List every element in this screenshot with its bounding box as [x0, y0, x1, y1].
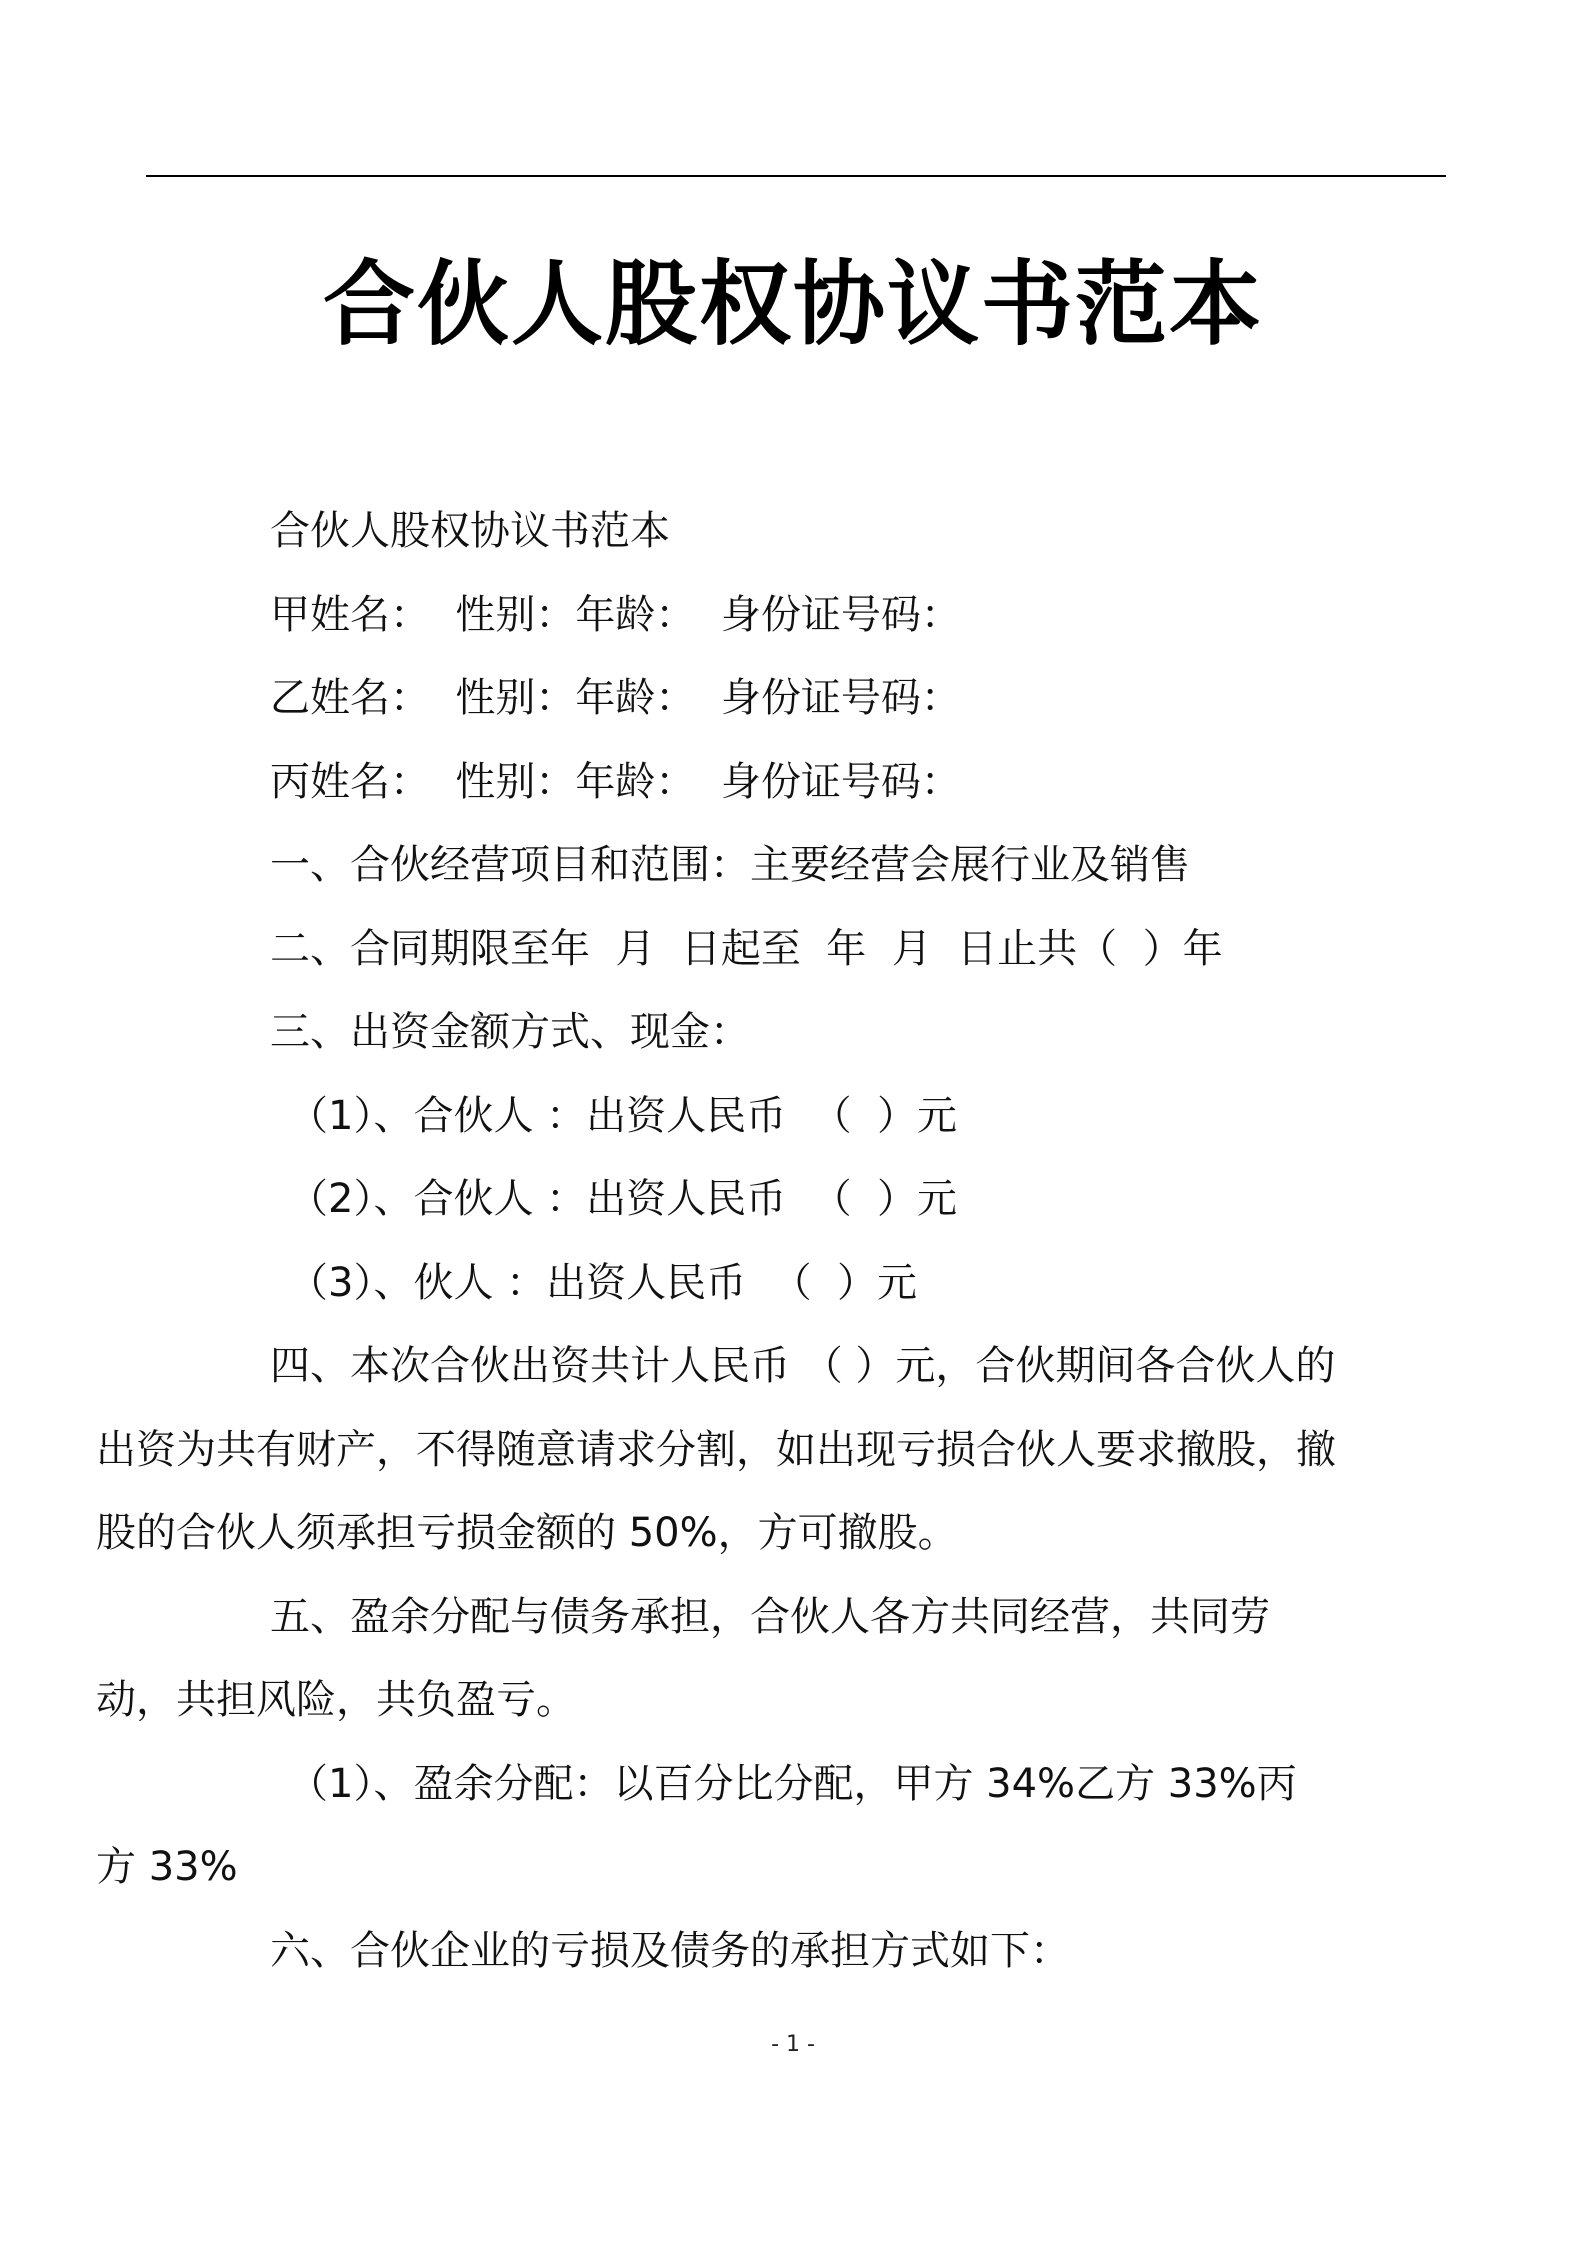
- clause-6-line: 六、合伙企业的亏损及债务的承担方式如下：: [270, 1927, 1070, 1974]
- contribution-3-line: （3）、伙人 ：出资人民币 （ ）元: [288, 1259, 918, 1306]
- contribution-1-line: （1）、合伙人 ：出资人民币 （ ）元: [288, 1092, 958, 1139]
- clause-1-line: 一、合伙经营项目和范围：主要经营会展行业及销售: [270, 842, 1190, 888]
- document-body: [96, 490, 1423, 1993]
- header-rule: [146, 175, 1446, 177]
- party-a-line: 甲姓名： 性别：年龄： 身份证号码：: [270, 591, 961, 638]
- clause-5-1-paragraph: （1）、盈余分配：以百分比分配，甲方 34%乙方 33%丙方 33%: [96, 1760, 1297, 1890]
- page-number: - 1 -: [771, 2032, 815, 2057]
- contribution-2-line: （2）、合伙人 ：出资人民币 （ ）元: [288, 1176, 958, 1222]
- clause-4-paragraph: 四、本次合伙出资共计人民币 （ ）元，合伙期间各合伙人的出资为共有财产，不得随意请求分割，如出现亏损合伙人要求撤股，撤股的合伙人须承担亏损金额的 50%，方可撤股。: [96, 1343, 1336, 1556]
- clause-3-line: 三、出资金额方式、现金：: [270, 1009, 750, 1055]
- document-title: 合伙人股权协议书范本: [322, 251, 1263, 358]
- party-c-line: 丙姓名： 性别：年龄： 身份证号码：: [270, 758, 961, 805]
- clause-5-paragraph: 五、盈余分配与债务承担，合伙人各方共同经营，共同劳动，共担风险，共负盈亏。: [96, 1593, 1270, 1723]
- subtitle-line: 合伙人股权协议书范本: [270, 508, 670, 554]
- party-b-line: 乙姓名： 性别：年龄： 身份证号码：: [270, 675, 961, 721]
- clause-2-line: 二、合同期限至年 月 日起至 年 月 日止共（ ）年: [270, 925, 1223, 972]
